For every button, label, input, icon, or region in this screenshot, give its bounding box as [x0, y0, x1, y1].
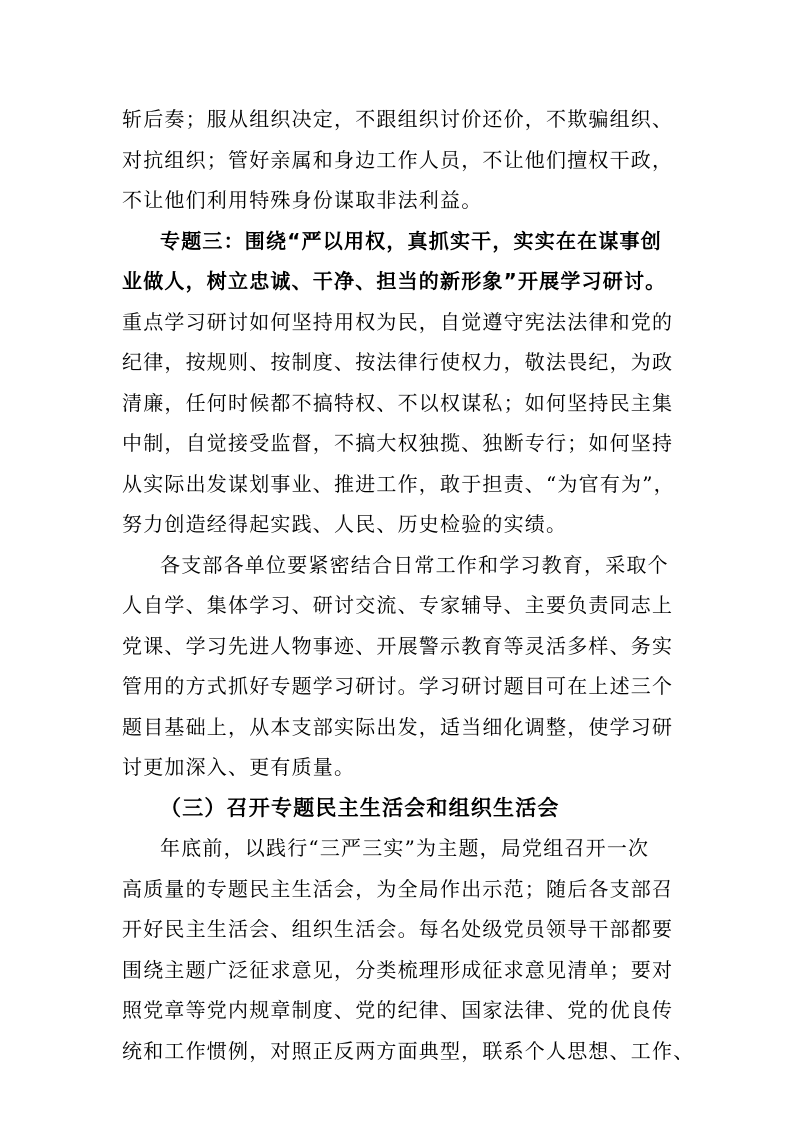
- body-text-line: 开好民主生活会、组织生活会。每名处级党员领导干部都要: [122, 917, 674, 941]
- body-text-line: 纪律，按规则、按制度、按法律行使权力，敬法畏纪，为政: [122, 350, 674, 374]
- body-text-line: 斩后奏；服从组织决定，不跟组织讨价还价，不欺骗组织、: [122, 107, 674, 131]
- body-text-line: 重点学习研讨如何坚持用权为民，自觉遵守宪法法律和党的: [122, 310, 674, 334]
- body-text-line: 统和工作惯例，对照正反两方面典型，联系个人思想、工作、: [122, 1039, 695, 1063]
- body-text-line: 各支部各单位要紧密结合日常工作和学习教育，采取个: [160, 553, 669, 577]
- body-text-line: 照党章等党内规章制度、党的纪律、国家法律、党的优良传: [122, 998, 674, 1022]
- body-text-line: 从实际出发谋划事业、推进工作，敢于担责、“为官有为”，: [122, 472, 675, 496]
- topic-three-heading-line: 专题三：围绕“严以用权，真抓实干，实实在在谋事创: [160, 229, 662, 253]
- body-text-line: 努力创造经得起实践、人民、历史检验的实绩。: [122, 512, 568, 536]
- body-text-line: 高质量的专题民主生活会，为全局作出示范；随后各支部召: [122, 877, 674, 901]
- body-text-line: 讨更加深入、更有质量。: [122, 755, 356, 779]
- body-text-line: 年底前，以践行“三严三实”为主题，局党组召开一次: [160, 836, 650, 860]
- body-text-line: 人自学、集体学习、研讨交流、专家辅导、主要负责同志上: [122, 593, 674, 617]
- section-heading: （三）召开专题民主生活会和组织生活会: [160, 796, 560, 820]
- topic-three-heading-line: 业做人，树立忠诚、干净、担当的新形象”开展学习研讨。: [122, 269, 667, 293]
- body-text-line: 中制，自觉接受监督，不搞大权独揽、独断专行；如何坚持: [122, 431, 674, 455]
- body-text-line: 党课、学习先进人物事迹、开展警示教育等灵活多样、务实: [122, 634, 674, 658]
- body-text-line: 围绕主题广泛征求意见，分类梳理形成征求意见清单；要对: [122, 958, 674, 982]
- body-text-line: 清廉，任何时候都不搞特权、不以权谋私；如何坚持民主集: [122, 391, 674, 415]
- body-text-line: 不让他们利用特殊身份谋取非法利益。: [122, 188, 483, 212]
- body-text-line: 题目基础上，从本支部实际出发，适当细化调整，使学习研: [122, 715, 674, 739]
- body-text-line: 管用的方式抓好专题学习研讨。学习研讨题目可在上述三个: [122, 674, 674, 698]
- body-text-line: 对抗组织；管好亲属和身边工作人员，不让他们擅权干政，: [122, 148, 674, 172]
